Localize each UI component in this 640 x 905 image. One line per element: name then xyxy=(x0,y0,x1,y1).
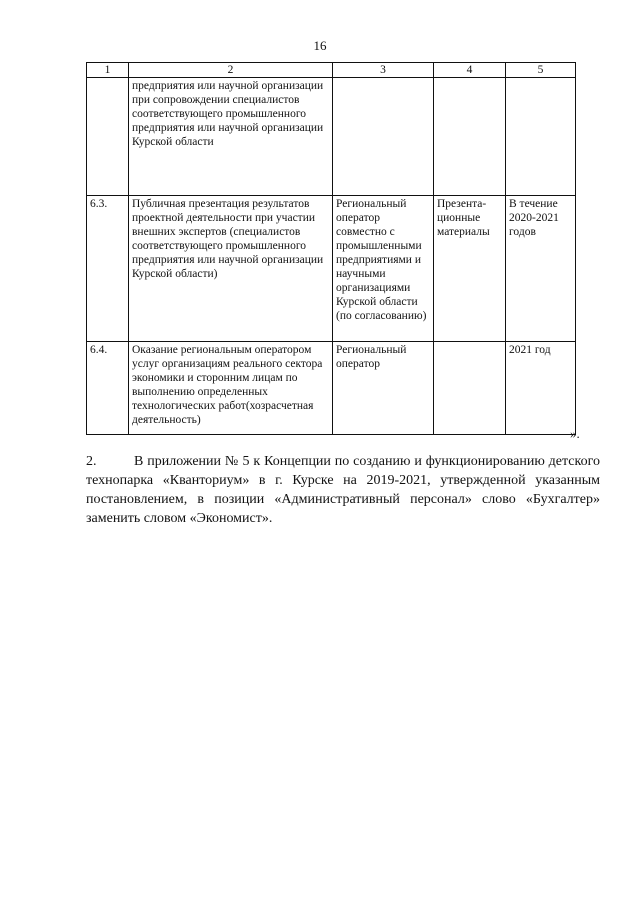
row-number: 6.4. xyxy=(87,342,129,435)
row-executor xyxy=(333,78,434,196)
amendment-paragraph xyxy=(86,452,600,528)
row-term: В течение 2020-2021 годов xyxy=(506,196,576,342)
row-number: 6.3. xyxy=(87,196,129,342)
row-term xyxy=(506,78,576,196)
row-term: 2021 год xyxy=(506,342,576,435)
row-description: Публичная презентация результатов проектной деятельности при участии внешних экспертов (специалистов соответствующего промышленного предприятия или научной организации Курской области) xyxy=(129,196,333,342)
table-row xyxy=(87,342,576,435)
header-col-4: 4 xyxy=(434,63,506,78)
paragraph-text: В приложении № 5 к Концепции по созданию и функционированию детского технопарка «Кванториум» в г. Курске на 2019-2021, утвержденной указанным постановлением, в позиции «Административный персонал» слово «Бухгалтер» заменить словом «Экономист». xyxy=(86,454,600,526)
table-row xyxy=(87,196,576,342)
header-col-2: 2 xyxy=(129,63,333,78)
row-result xyxy=(434,78,506,196)
header-col-5: 5 xyxy=(506,63,576,78)
paragraph-number: 2. xyxy=(86,454,97,469)
closing-quote: ». xyxy=(570,426,580,441)
header-col-3: 3 xyxy=(333,63,434,78)
row-result xyxy=(434,342,506,435)
table-header-row xyxy=(87,63,576,78)
row-description: предприятия или научной организации при сопровождении специалистов соответствующего промышленного предприятия или научной организации Курской области xyxy=(129,78,333,196)
row-executor: Региональный оператор xyxy=(333,342,434,435)
activities-table xyxy=(86,62,576,435)
row-description: Оказание региональным оператором услуг организациям реального сектора экономики и сторонним лицам по выполнению определенных технологических работ(хозрасчетная деятельность) xyxy=(129,342,333,435)
table-row xyxy=(87,78,576,196)
row-number xyxy=(87,78,129,196)
header-col-1: 1 xyxy=(87,63,129,78)
page-number: 16 xyxy=(313,38,327,53)
row-executor: Региональный оператор совместно с промышленными предприятиями и научными организациями Курской области (по согласованию) xyxy=(333,196,434,342)
row-result: Презента-ционные материалы xyxy=(434,196,506,342)
